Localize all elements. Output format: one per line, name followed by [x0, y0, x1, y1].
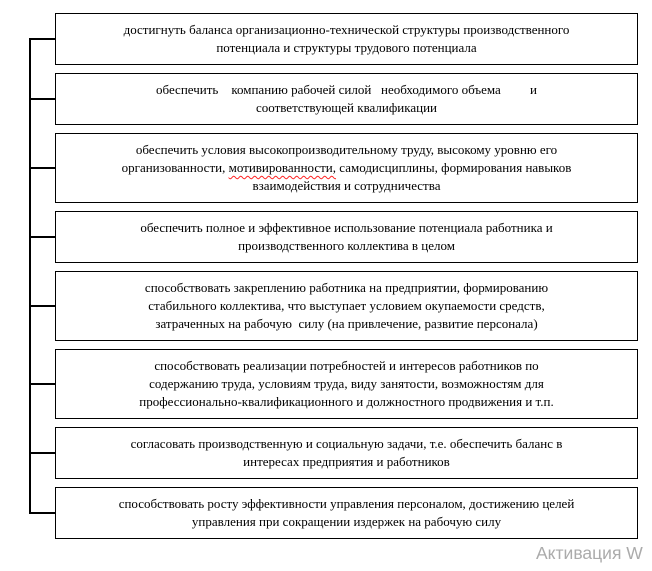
goal-box-text-line: способствовать реализации потребностей и интересов работников по [154, 358, 539, 373]
bracket-stub-line [29, 167, 55, 169]
goal-box-text-line: интересах предприятия и работников [243, 454, 450, 469]
goal-box-text-line: потенциала и структуры трудового потенциала [216, 40, 477, 55]
goal-boxes-container [55, 13, 638, 539]
windows-activation-watermark: Активация W [536, 543, 643, 563]
goal-box-text-line: обеспечить компанию рабочей силой необходимого объема и [156, 82, 537, 97]
goal-box-text-line: взаимодействия и сотрудничества [252, 178, 441, 193]
bracket-stub-line [29, 305, 55, 307]
bracket-stub-line [29, 236, 55, 238]
goal-box-3 [55, 133, 638, 203]
goal-box-text-line: соответствующей квалификации [255, 100, 438, 115]
goal-box-text-line: управления при сокращении издержек на рабочую силу [191, 514, 502, 529]
goal-box-2 [55, 73, 638, 125]
goal-box-5 [55, 271, 638, 341]
goal-box-text-line: способствовать росту эффективности управления персоналом, достижению целей [118, 496, 575, 511]
bracket-stub-line [29, 383, 55, 385]
goal-box-4 [55, 211, 638, 263]
goal-box-text-line: достигнуть баланса организационно-технической структуры производственного [123, 22, 570, 37]
goal-box-text-line: производственного коллектива в целом [238, 238, 455, 253]
goal-box-text-line: стабильного коллектива, что выступает условием окупаемости средств, [148, 298, 545, 313]
bracket-stub-line [29, 98, 55, 100]
bracket-stub-line [29, 512, 55, 514]
goal-box-6 [55, 349, 638, 419]
goal-box-8 [55, 487, 638, 539]
goal-box-7 [55, 427, 638, 479]
goal-box-text-line: согласовать производственную и социальную задачи, т.е. обеспечить баланс в [130, 436, 563, 451]
bracket-stub-line [29, 452, 55, 454]
goal-box-text-line: профессионально-квалификационного и должностного продвижения и т.п. [139, 394, 554, 409]
goal-box-text-line: организованности, мотивированности, самодисциплины, формирования навыков [121, 160, 572, 175]
misspelled-word: мотивированности, [228, 160, 337, 175]
bracket-vertical-line [29, 38, 31, 514]
bracket-stub-line [29, 38, 55, 40]
goal-box-text-line: способствовать закреплению работника на предприятии, формированию [144, 280, 549, 295]
goal-box-text-line: содержанию труда, условиям труда, виду занятости, возможностям для [149, 376, 544, 391]
goal-box-text-line: затраченных на рабочую силу (на привлечение, развитие персонала) [155, 316, 538, 331]
goal-box-text-line: обеспечить полное и эффективное использование потенциала работника и [140, 220, 553, 235]
goal-box-1 [55, 13, 638, 65]
goal-box-text-line: обеспечить условия высокопроизводительному труду, высокому уровню его [135, 142, 558, 157]
